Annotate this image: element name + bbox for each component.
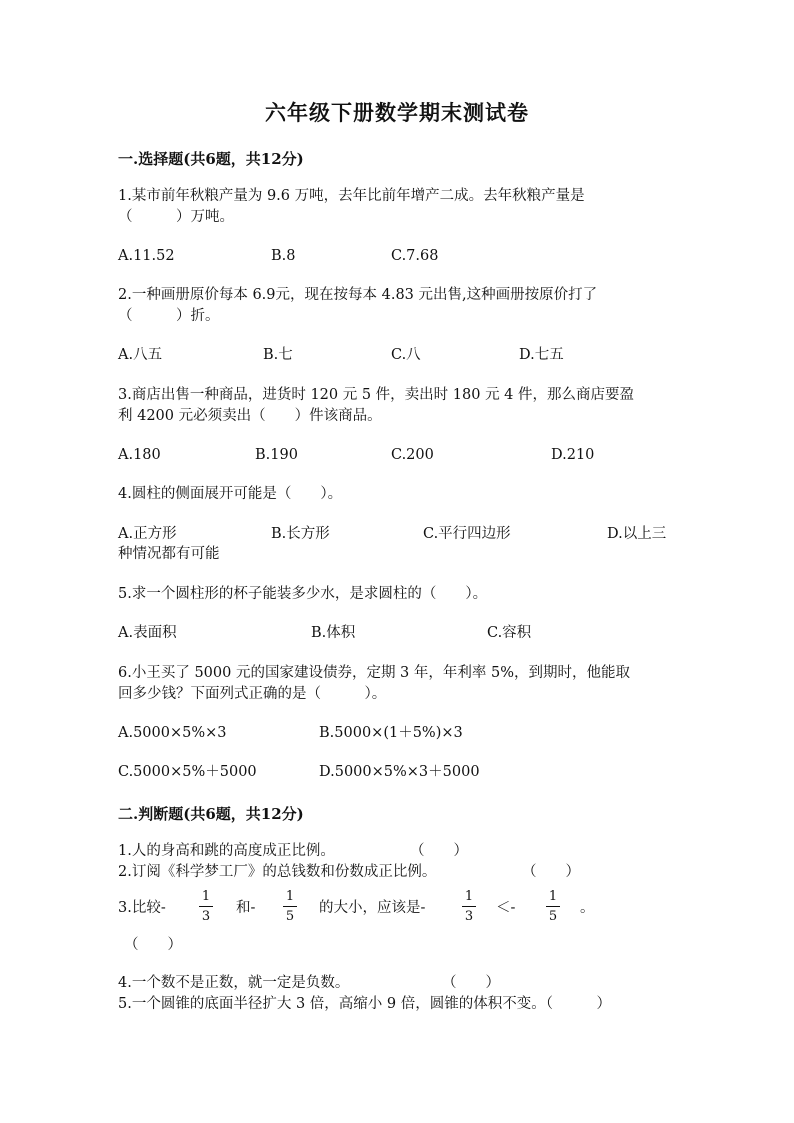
j3-prefix: 3.比较-: [118, 900, 166, 916]
q1-option-a: A.11.52: [118, 248, 175, 264]
fraction-one-third-a: [199, 889, 213, 924]
q3-line2: 利 4200 元必须卖出（ ）件该商品。: [118, 408, 382, 424]
q5-option-c: C.容积: [487, 625, 532, 641]
fraction-numerator: 1: [464, 889, 474, 904]
fraction-denominator: 3: [201, 909, 211, 924]
j2-text: 2.订阅《科学梦工厂》的总钱数和份数成正比例。: [118, 864, 437, 880]
fraction-numerator: 1: [285, 889, 295, 904]
j3-less-than: ＜-: [496, 900, 516, 916]
q6-option-b: B.5000×(1＋5%)×3: [319, 725, 463, 741]
q1-option-c: C.7.68: [391, 248, 439, 264]
fraction-bar: [199, 906, 213, 907]
j3-answer-paren: （ ）: [124, 937, 182, 953]
j3-middle: 的大小，应该是-: [319, 900, 426, 916]
fraction-denominator: 5: [548, 909, 558, 924]
section-heading-judgement: 二.判断题(共6题，共12分): [118, 805, 304, 823]
q4-line1: 4.圆柱的侧面展开可能是（ ）。: [118, 486, 343, 502]
j3-end: 。: [580, 900, 595, 916]
fraction-one-fifth-a: [283, 889, 297, 924]
q5-option-a: A.表面积: [118, 625, 177, 641]
j3-and: 和-: [236, 900, 256, 916]
q4-option-d: D.以上三: [607, 526, 667, 542]
q6-line1: 6.小王买了 5000 元的国家建设债券，定期 3 年，年利率 5%，到期时，他能取: [118, 665, 631, 681]
q6-line2: 回多少钱？下面列式正确的是（ ）。: [118, 686, 387, 702]
q2-option-b: B.七: [263, 347, 293, 363]
j1-answer-paren: （ ）: [410, 843, 468, 859]
fraction-numerator: 1: [201, 889, 211, 904]
q3-option-c: C.200: [391, 447, 434, 463]
q4-option-a: A.正方形: [118, 526, 177, 542]
q3-option-d: D.210: [551, 447, 595, 463]
j1-text: 1.人的身高和跳的高度成正比例。: [118, 843, 335, 859]
j4-answer-paren: （ ）: [442, 975, 500, 991]
q6-option-a: A.5000×5%×3: [118, 725, 227, 741]
q6-option-c: C.5000×5%＋5000: [118, 764, 257, 780]
section-heading-choice: 一.选择题(共6题，共12分): [118, 150, 304, 168]
q4-option-b: B.长方形: [271, 526, 330, 542]
fraction-denominator: 5: [285, 909, 295, 924]
j4-text: 4.一个数不是正数，就一定是负数。: [118, 975, 350, 991]
q1-line1: 1.某市前年秋粮产量为 9.6 万吨，去年比前年增产二成。去年秋粮产量是: [118, 188, 585, 204]
q4-option-c: C.平行四边形: [423, 526, 511, 542]
q6-option-d: D.5000×5%×3＋5000: [319, 764, 480, 780]
fraction-one-third-b: [462, 889, 476, 924]
fraction-bar: [283, 906, 297, 907]
fraction-bar: [546, 906, 560, 907]
fraction-denominator: 3: [464, 909, 474, 924]
q1-option-b: B.8: [271, 248, 296, 264]
q1-line2: （ ）万吨。: [118, 209, 234, 225]
q3-line1: 3.商店出售一种商品，进货时 120 元 5 件，卖出时 180 元 4 件，那么商店要盈: [118, 387, 635, 403]
fraction-numerator: 1: [548, 889, 558, 904]
q2-option-a: A.八五: [118, 347, 163, 363]
q2-option-d: D.七五: [519, 347, 564, 363]
q5-line1: 5.求一个圆柱形的杯子能装多少水，是求圆柱的（ ）。: [118, 586, 488, 602]
q2-line1: 2.一种画册原价每本 6.9元，现在按每本 4.83 元出售,这种画册按原价打了: [118, 287, 598, 303]
page-title: 六年级下册数学期末测试卷: [265, 100, 529, 125]
q3-option-a: A.180: [118, 447, 161, 463]
j5-text: 5.一个圆锥的底面半径扩大 3 倍，高缩小 9 倍，圆锥的体积不变。（ ）: [118, 996, 611, 1012]
q4-option-d-continued: 种情况都有可能: [118, 546, 220, 562]
q2-option-c: C.八: [391, 347, 421, 363]
q2-line2: （ ）折。: [118, 308, 220, 324]
q5-option-b: B.体积: [311, 625, 356, 641]
fraction-one-fifth-b: [546, 889, 560, 924]
fraction-bar: [462, 906, 476, 907]
q3-option-b: B.190: [255, 447, 298, 463]
j2-answer-paren: （ ）: [522, 864, 580, 880]
